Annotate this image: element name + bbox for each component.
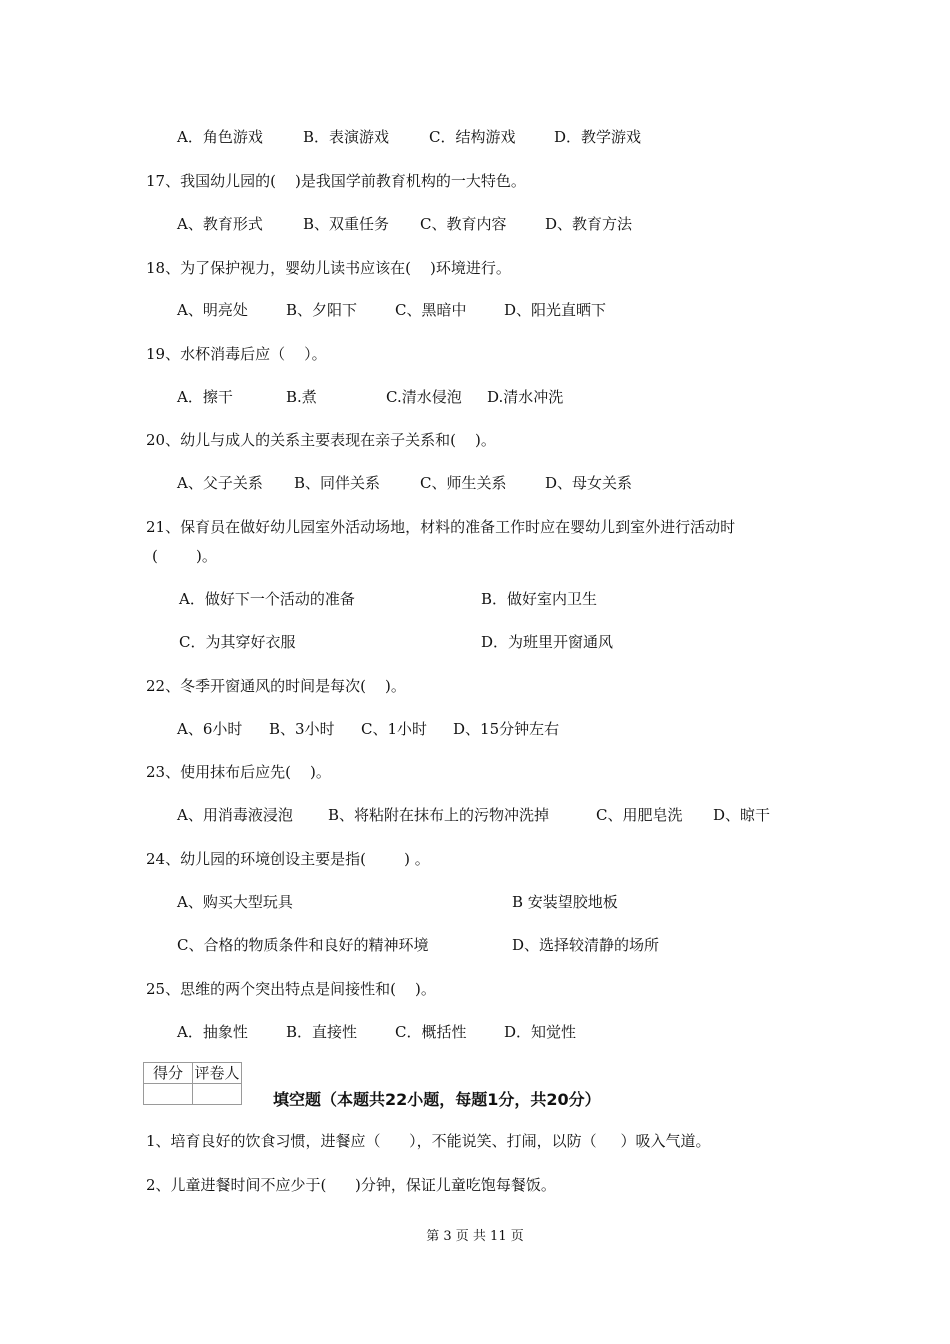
q17-option-d: D、教育方法: [545, 215, 633, 233]
q22-option-c: C、1小时: [361, 720, 428, 738]
q19-option-b: B.煮: [286, 388, 317, 406]
q17-option-b: B、双重任务: [303, 215, 390, 233]
q17-option-c: C、教育内容: [420, 215, 507, 233]
score-table: [143, 1062, 242, 1105]
q18-option-a: A、明亮处: [177, 301, 248, 319]
q23-option-c: C、用肥皂洗: [596, 806, 683, 824]
q23-option-a: A、用消毒液浸泡: [177, 806, 293, 824]
q24-option-b: B 安装望胶地板: [512, 893, 618, 911]
question-21-line2: ( )。: [152, 547, 217, 565]
question-22: 22、冬季开窗通风的时间是每次( )。: [146, 677, 406, 695]
question-18: 18、为了保护视力，婴幼儿读书应该在( )环境进行。: [146, 259, 511, 277]
q24-option-c: C、合格的物质条件和良好的精神环境: [177, 936, 429, 954]
section-title: 填空题（本题共22小题，每题1分，共20分）: [273, 1090, 601, 1109]
q24-option-a: A、购买大型玩具: [177, 893, 293, 911]
q23-option-d: D、晾干: [713, 806, 771, 824]
q23-option-b: B、将粘附在抹布上的污物冲洗掉: [328, 806, 550, 824]
question-17: 17、我国幼儿园的( )是我国学前教育机构的一大特色。: [146, 172, 526, 190]
q22-option-b: B、3小时: [269, 720, 335, 738]
q16-option-c: C．结构游戏: [429, 128, 516, 146]
q17-option-a: A、教育形式: [177, 215, 263, 233]
q20-option-d: D、母女关系: [545, 474, 633, 492]
page-footer: 第 3 页 共 11 页: [426, 1229, 524, 1244]
q19-option-d: D.清水冲洗: [487, 388, 564, 406]
q16-option-b: B．表演游戏: [303, 128, 390, 146]
question-25: 25、思维的两个突出特点是间接性和( )。: [146, 980, 436, 998]
q18-option-d: D、阳光直晒下: [504, 301, 607, 319]
q16-option-d: D．教学游戏: [554, 128, 642, 146]
question-21-line1: 21、保育员在做好幼儿园室外活动场地，材料的准备工作时应在婴幼儿到室外进行活动时: [146, 518, 736, 536]
q19-option-c: C.清水侵泡: [386, 388, 462, 406]
q25-option-a: A．抽象性: [177, 1023, 248, 1041]
q21-option-a: A．做好下一个活动的准备: [179, 590, 355, 608]
q22-option-d: D、15分钟左右: [453, 720, 560, 738]
q19-option-a: A．擦干: [177, 388, 233, 406]
question-23: 23、使用抹布后应先( )。: [146, 763, 331, 781]
q20-option-b: B、同伴关系: [294, 474, 381, 492]
question-19: 19、水杯消毒后应（ ）。: [146, 345, 327, 363]
fill-question-2: 2、儿童进餐时间不应少于( )分钟，保证儿童吃饱每餐饭。: [146, 1176, 556, 1194]
q25-option-d: D．知觉性: [504, 1023, 577, 1041]
q18-option-b: B、夕阳下: [286, 301, 358, 319]
q25-option-b: B．直接性: [286, 1023, 358, 1041]
q20-option-c: C、师生关系: [420, 474, 507, 492]
q20-option-a: A、父子关系: [177, 474, 263, 492]
score-cell[interactable]: [144, 1084, 193, 1105]
q25-option-c: C．概括性: [395, 1023, 467, 1041]
q18-option-c: C、黑暗中: [395, 301, 467, 319]
q22-option-a: A、6小时: [177, 720, 243, 738]
score-header: 得分: [144, 1063, 193, 1084]
q16-option-a: A．角色游戏: [177, 128, 263, 146]
question-20: 20、幼儿与成人的关系主要表现在亲子关系和( )。: [146, 431, 496, 449]
q24-option-d: D、选择较清静的场所: [512, 936, 660, 954]
q21-option-b: B．做好室内卫生: [481, 590, 598, 608]
grader-header: 评卷人: [194, 1064, 240, 1082]
fill-question-1: 1、培育良好的饮食习惯，进餐应（ ），不能说笑、打闹，以防（ ）吸入气道。: [146, 1132, 711, 1150]
grader-cell[interactable]: [193, 1084, 242, 1105]
q21-option-c: C．为其穿好衣服: [179, 633, 296, 651]
q21-option-d: D．为班里开窗通风: [481, 633, 614, 651]
question-24: 24、幼儿园的环境创设主要是指( ) 。: [146, 850, 430, 868]
